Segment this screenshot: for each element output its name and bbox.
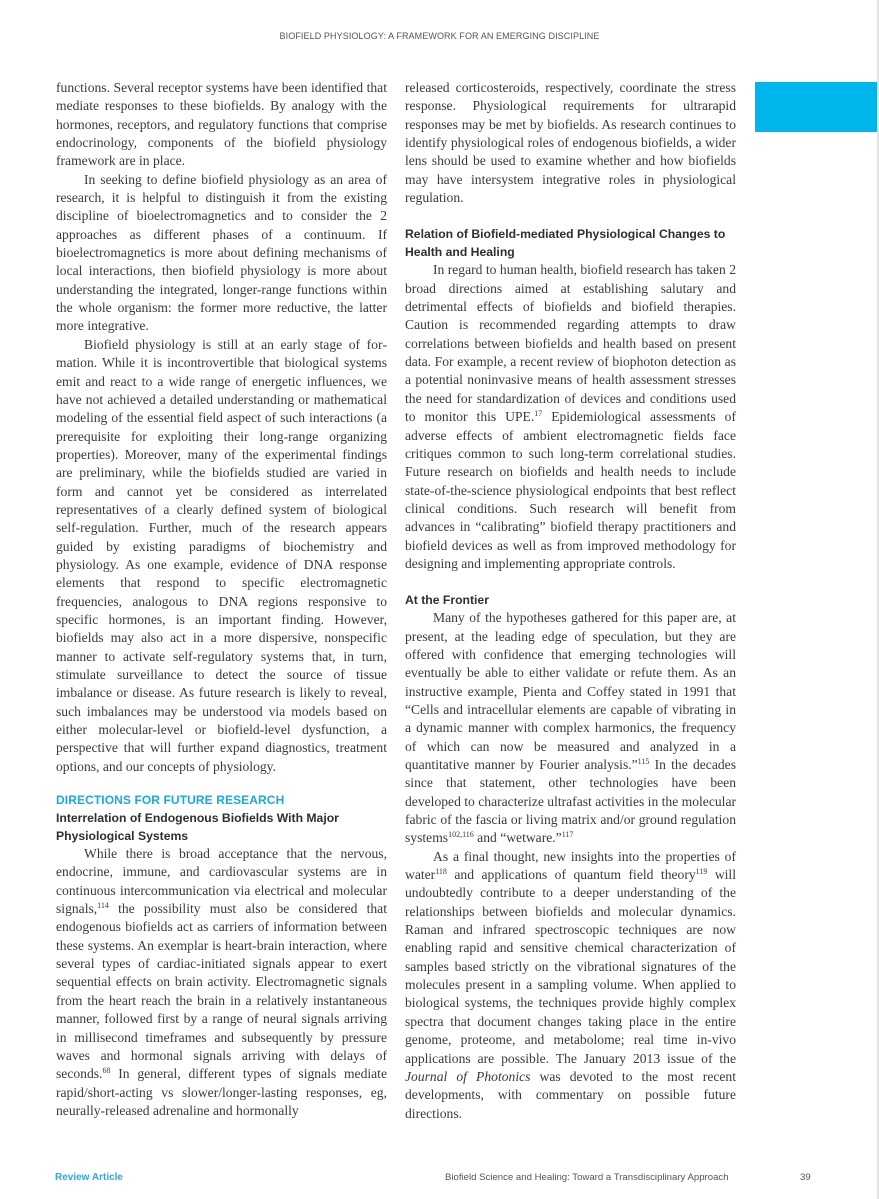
text-run: In the decades since that statement, other technologies have been developed to characterize ultrafast activities in the molecular fabric of the fascia or living matrix and/or ground regulation systems bbox=[405, 757, 737, 846]
citation-ref: 118 bbox=[435, 867, 447, 877]
left-column bbox=[56, 79, 387, 1120]
citation-ref: 115 bbox=[637, 757, 650, 766]
citation-ref: 68 bbox=[102, 1066, 111, 1076]
citation-ref: 102,116 bbox=[448, 830, 474, 840]
page-number: 39 bbox=[800, 1172, 811, 1183]
paragraph bbox=[405, 848, 736, 1123]
text-run: was devoted to the most recent developments, with commentary on possible future directions. bbox=[405, 1068, 736, 1121]
citation-ref: 17 bbox=[534, 409, 543, 419]
subsection-heading: Relation of Biofield-mediated Physiological Changes to Health and Healing bbox=[405, 227, 726, 260]
paragraph bbox=[405, 261, 736, 573]
text-run: While there is broad acceptance that the nervous, endocrine, immune, and cardiovascular systems are in continuous intercommunication via electrical and molecular signals, bbox=[56, 846, 387, 917]
right-column bbox=[405, 79, 736, 1123]
journal-title: Journal of Photonics bbox=[405, 1068, 531, 1084]
subsection-heading: At the Frontier bbox=[405, 593, 489, 608]
paragraph: Biofield physiology is still at an early stage of formation. While it is incontrovertible that biological systems emit and react to a wide range of energetic influences, we have not achieved a detailed understanding or mathematical modeling of the essential field aspect of such interactions (a prerequisite for exploiting their long-range organizing properties). Moreover, many of the experimental findings are preliminary, while the biofields studied are varied in form and cannot yet be considered as interrelated representatives of a clearly defined system of biological self-regulation. Further, much of the research appears guided by existing paradigms of biochemistry and physiology. As one example, evidence of DNA response elements that respond to specific electromagnetic frequencies, analogous to DNA regions responsive to specific hormones, is an important finding. However, biofields may also act in a more dispersive, nonspecific manner to activate self-regulatory systems that, in turn, stimulate surveillance to detect the source of tissue imbalance or disease. As future research is likely to reveal, such imbalances may be understood via models based on either molecular-level or biofield-level dysfunction, a perspective that will further expand diagnostics, treatment options, and our concepts of physiology. bbox=[56, 336, 387, 774]
paragraph: functions. Several receptor systems have been identified that mediate responses to these biofields. By analogy with the hormones, receptors, and regulatory functions that comprise endocrinology, components of the biofield physiology framework are in place. bbox=[56, 80, 387, 169]
citation-ref: 117 bbox=[561, 830, 574, 840]
paragraph bbox=[405, 609, 736, 847]
text-run: will undoubtedly contribute to a deeper understanding of the relationships between biofields and molecular dynamics. Raman and infrared spectroscopic techniques are now enabling rapid and sensitive chemical characterization of samples based strictly on the vibrational signatures of the molecules present in a sampling volume. When applied to biological systems, the techniques provide highly complex spectra that document changes taking place in the entire genome, proteome, and metabolome; real time in-vivo applications are possible. The January 2013 issue of the bbox=[405, 867, 736, 1066]
paragraph: released corticosteroids, respectively, coordinate the stress response. Physiological requirements for ultrarapid responses may be met by biofields. As research continues to identify physiological roles of endogenous biofields, a wider lens should be used to examine whether and how biofields may have intersystem integrative roles in physiological regulation. bbox=[405, 80, 736, 206]
paragraph: In seeking to define biofield physiology as an area of research, it is helpful to distinguish it from the existing discipline of bioelectromagnetics and to consider the 2 approaches as different phases of a continuum. If bioelectromagnetics is more about defining mechanisms of local interactions, then biofield physiology is more about understanding the integrated, longer-range functions within the whole organism: the former more reductive, the latter more integrative. bbox=[56, 171, 387, 334]
text-run: Epidemiological assessments of adverse effects of ambient electromagnetic fields face critiques common to such long-term correlational studies. Future research on biofields and health needs to include state-of-the-science physiological endpoints that best reflect clinical conditions. Such research will benefit from advances in “calibrating” biofield therapy practitioners and biofield devices as well as from improved methodology for designing and implementing appropriate controls. bbox=[405, 409, 736, 571]
citation-ref: 114 bbox=[97, 901, 109, 911]
text-run: As a final thought, new insights into the properties of water bbox=[405, 848, 736, 883]
text-run: the possibility must also be considered that endogenous biofields act as carriers of information between these systems. An exemplar is heart-brain interaction, where several types of cardiac-initiated signals appear to exert sequential effects on brain activity. Electromagnetic signals from the heart reach the brain in a relatively instantaneous manner, followed first by a range of neural signals arriving in millisecond timeframes and subsequently by pressure waves and hormonal signals arriving with delays of seconds. bbox=[56, 901, 387, 1082]
citation-ref: 119 bbox=[695, 867, 708, 877]
text-run: In regard to human health, biofield research has taken 2 broad directions aimed at establishing salutary and detrimental effects of biofields and biofield therapies. Caution is recommended regarding attempts to draw correlations between biofields and health based on present data. For example, a recent review of biophoton detection as a potential noninvasive means of health assessment stresses the need for standardization of devices and conditions used to monitor this UPE. bbox=[405, 262, 736, 425]
paragraph bbox=[56, 845, 387, 1120]
text-run: In general, different types of signals mediate rapid/short-acting vs slower/longer-lasting responses, eg, neurally-released adrenaline and hormonally bbox=[56, 1066, 387, 1118]
subsection-heading: Interrelation of Endogenous Biofields With Major Physiological Systems bbox=[56, 811, 339, 844]
running-header: BIOFIELD PHYSIOLOGY: A FRAMEWORK FOR AN EMERGING DISCIPLINE bbox=[279, 31, 600, 41]
text-run: and applications of quantum field theory bbox=[446, 867, 696, 883]
section-color-tab bbox=[755, 82, 877, 132]
section-heading: DIRECTIONS FOR FUTURE RESEARCH bbox=[56, 793, 285, 808]
text-run: and “wetware.” bbox=[473, 830, 562, 846]
article-type-label: Review Article bbox=[55, 1172, 123, 1183]
text-run: Many of the hypotheses gathered for this paper are, at present, at the leading edge of speculation, but they are offered with confidence that emerging technologies will eventually be able to either validate or refute them. As an instructive example, Pienta and Coffey stated in 1991 that “Cells and intracellular elements are capable of vibrating in a dynamic manner with complex harmonics, the frequency of which can now be measured and analyzed in a quantitative manner by Fourier analysis.” bbox=[405, 610, 736, 772]
supplement-title: Biofield Science and Healing: Toward a Transdisciplinary Approach bbox=[445, 1172, 729, 1183]
